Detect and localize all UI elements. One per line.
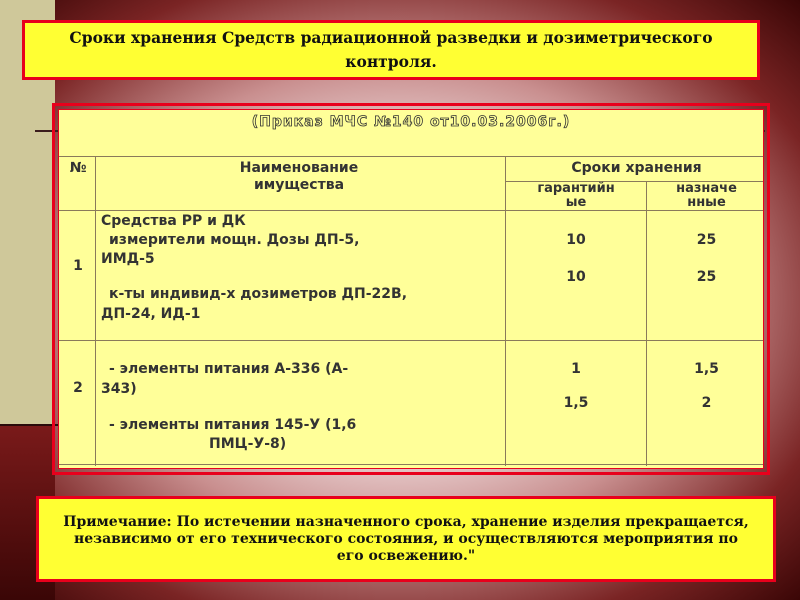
row-assigned: 2 xyxy=(701,395,712,411)
grid-line xyxy=(59,340,763,341)
row-guarantee: 10 xyxy=(566,232,586,248)
grid-line xyxy=(646,181,647,466)
row-name-line: к-ты индивид-х дозиметров ДП-22В, xyxy=(109,286,408,302)
divider-line-left xyxy=(0,424,60,426)
row-name-line: ИМД-5 xyxy=(101,251,155,267)
row-guarantee: 10 xyxy=(566,269,586,285)
row-name-line: - элементы питания 145-У (1,6 xyxy=(109,417,357,433)
storage-table-frame xyxy=(52,103,770,475)
row-name-line: ПМЦ-У-8) xyxy=(209,436,287,452)
row-name-line: 343) xyxy=(101,381,137,397)
header-num: № xyxy=(69,160,87,176)
grid-line xyxy=(59,156,763,157)
slide-title-text: Сроки хранения Средств радиационной разведки и дозиметрического контроля. xyxy=(69,28,713,71)
grid-line xyxy=(505,156,506,466)
row-assigned: 25 xyxy=(696,232,717,248)
note-box xyxy=(36,496,776,582)
row-name-line: ДП-24, ИД-1 xyxy=(101,306,201,322)
row-num: 2 xyxy=(73,380,83,396)
slide-title xyxy=(22,20,760,80)
grid-line xyxy=(95,156,96,466)
header-terms: Сроки хранения xyxy=(571,160,702,176)
storage-table xyxy=(58,109,764,469)
row-name-line: - элементы питания А-336 (А- xyxy=(109,361,349,377)
row-assigned: 1,5 xyxy=(694,361,719,377)
header-name: Наименование имущества xyxy=(239,160,359,193)
row-name-line: измерители мощн. Дозы ДП-5, xyxy=(109,232,360,248)
header-guarantee: гарантийн ые xyxy=(537,181,615,210)
grid-line xyxy=(59,464,763,465)
order-reference: (Приказ МЧС №140 от10.03.2006г.) xyxy=(251,114,571,130)
note-text: Примечание: По истечении назначенного срока, хранение изделия прекращается, независимо от его технического состояния, и осуществляются мероприятия по его освежению." xyxy=(63,513,749,564)
row-num: 1 xyxy=(73,258,83,274)
header-assigned: назначе нные xyxy=(676,181,737,210)
row-name-line: Средства РР и ДК xyxy=(101,213,246,229)
row-guarantee: 1,5 xyxy=(563,395,589,411)
grid-line xyxy=(59,210,763,211)
row-assigned: 25 xyxy=(696,269,717,285)
row-guarantee: 1 xyxy=(571,361,581,377)
